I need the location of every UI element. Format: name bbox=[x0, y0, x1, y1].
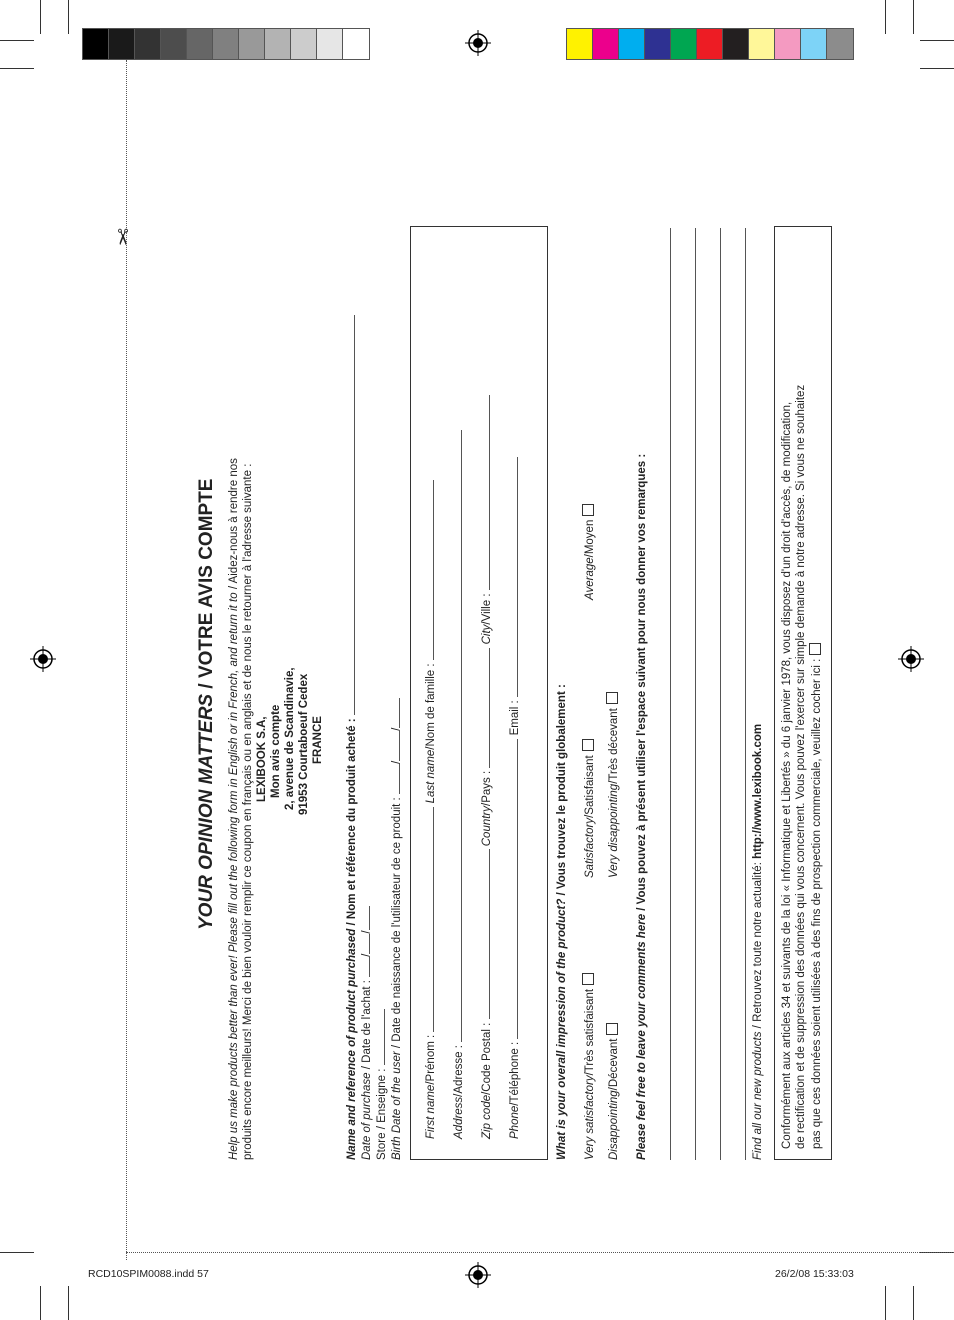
store-field[interactable]: Store / Enseigne : bbox=[374, 1009, 388, 1160]
crop-mark bbox=[920, 68, 954, 69]
crop-mark bbox=[885, 1286, 886, 1320]
form-title: YOUR OPINION MATTERS / VOTRE AVIS COMPTE bbox=[196, 478, 217, 930]
intro-text: Help us make products better than ever! Please fill out the following form in English or in French, and return it to / Aidez-nous à rendre nos bbox=[228, 458, 240, 1160]
website-line: Find all our new products / Retrouvez toute notre actualité: http://www.lexibook.com bbox=[752, 723, 764, 1160]
rating-average[interactable]: Average/Moyen bbox=[582, 504, 596, 600]
color-swatch bbox=[827, 29, 853, 59]
color-calibration-strip bbox=[566, 28, 854, 60]
crop-mark bbox=[68, 0, 69, 34]
comment-line[interactable] bbox=[670, 228, 671, 1160]
address-field[interactable]: Address/Adresse : bbox=[451, 430, 465, 1139]
product-name-field[interactable]: Name and reference of product purchased / Nom et référence du produit acheté : bbox=[344, 315, 358, 1160]
intro-text: produits encore meilleurs! Merci de bien vouloir remplir ce coupon en français ou en anglais et de nous le retourner à l'adresse suivante : bbox=[242, 463, 254, 1160]
crop-mark bbox=[0, 68, 34, 69]
birth-date-field[interactable]: Birth Date of the user / Date de naissance de l'utilisateur de ce produit : // bbox=[389, 698, 403, 1160]
registration-mark-icon bbox=[30, 646, 56, 672]
color-swatch bbox=[619, 29, 645, 59]
postal-address-line: FRANCE bbox=[312, 716, 324, 764]
phone-email-field[interactable]: Phone/Téléphone : Email : bbox=[507, 457, 521, 1139]
crop-mark bbox=[885, 0, 886, 34]
color-swatch bbox=[109, 29, 135, 59]
color-swatch bbox=[343, 29, 369, 59]
checkbox[interactable] bbox=[582, 973, 594, 985]
file-label: RCD10SPIM0088.indd 57 bbox=[88, 1268, 209, 1280]
comments-prompt: Please feel free to leave your comments here / Vous pouvez à présent utiliser l'espace suivant pour nous donner vos remarques : bbox=[636, 453, 648, 1160]
color-swatch bbox=[161, 29, 187, 59]
registration-mark-icon bbox=[465, 1262, 491, 1288]
grayscale-calibration-strip bbox=[82, 28, 370, 60]
color-swatch bbox=[775, 29, 801, 59]
color-swatch bbox=[697, 29, 723, 59]
crop-mark bbox=[40, 0, 41, 34]
legal-notice-box bbox=[774, 226, 832, 1160]
registration-mark-icon bbox=[898, 646, 924, 672]
feedback-form bbox=[190, 220, 835, 1160]
impression-question: What is your overall impression of the product? / Vous trouvez le produit globalement : bbox=[556, 684, 568, 1160]
color-swatch bbox=[645, 29, 671, 59]
crop-mark bbox=[913, 0, 914, 34]
rating-disappointing[interactable]: Disappointing/Décevant bbox=[606, 1023, 620, 1160]
crop-mark bbox=[40, 1286, 41, 1320]
comment-line[interactable] bbox=[720, 228, 721, 1160]
comment-line[interactable] bbox=[695, 228, 696, 1160]
crop-mark bbox=[913, 1286, 914, 1320]
legal-optout[interactable]: pas que ces données soient utilisées à des fins de prospection commerciale, veuillez cocher ici : bbox=[809, 643, 823, 1149]
zip-country-city-field[interactable]: Zip code/Code Postal : Country/Pays : City/Ville : bbox=[479, 395, 493, 1139]
crop-mark bbox=[0, 40, 34, 41]
postal-address-line: 2, avenue de Scandinavie, bbox=[284, 667, 296, 810]
color-swatch bbox=[723, 29, 749, 59]
color-swatch bbox=[265, 29, 291, 59]
color-swatch bbox=[671, 29, 697, 59]
color-swatch bbox=[749, 29, 775, 59]
postal-address-line: LEXIBOOK S.A, bbox=[256, 716, 268, 802]
color-swatch bbox=[593, 29, 619, 59]
legal-text: de rectification et de suppression des données qui vous concernent. Vous pouvez l'exercer sur simple demande à notre adresse. Si vous ne souhaitez bbox=[795, 384, 807, 1149]
cut-line bbox=[126, 1252, 954, 1253]
color-swatch bbox=[801, 29, 827, 59]
postal-address-line: 91953 Courtaboeuf Cedex bbox=[298, 673, 310, 815]
color-swatch bbox=[239, 29, 265, 59]
color-swatch bbox=[187, 29, 213, 59]
postal-address-line: Mon avis compte bbox=[270, 704, 282, 798]
registration-mark-icon bbox=[465, 30, 491, 56]
crop-mark bbox=[920, 40, 954, 41]
color-swatch bbox=[83, 29, 109, 59]
color-swatch bbox=[213, 29, 239, 59]
comment-line[interactable] bbox=[745, 228, 746, 1160]
crop-mark bbox=[0, 1252, 34, 1253]
rating-satisfactory[interactable]: Satisfactory/Satisfaisant bbox=[582, 739, 596, 878]
rating-very-disappointing[interactable]: Very disappointing/Très décevant bbox=[606, 692, 620, 878]
color-swatch bbox=[567, 29, 593, 59]
checkbox[interactable] bbox=[809, 643, 821, 655]
checkbox[interactable] bbox=[582, 504, 594, 516]
checkbox[interactable] bbox=[606, 1023, 618, 1035]
rating-very-satisfactory[interactable]: Very satisfactory/Très satisfaisant bbox=[582, 973, 596, 1160]
scissors-icon: ✂ bbox=[110, 227, 136, 247]
checkbox[interactable] bbox=[582, 739, 594, 751]
first-name-field[interactable]: First name/Prénom : Last name/Nom de famille : bbox=[423, 480, 437, 1139]
checkbox[interactable] bbox=[606, 692, 618, 704]
personal-info-box bbox=[410, 226, 548, 1160]
purchase-date-field[interactable]: Date of purchase / Date de l'achat : // bbox=[359, 906, 373, 1160]
color-swatch bbox=[291, 29, 317, 59]
crop-mark bbox=[68, 1286, 69, 1320]
color-swatch bbox=[317, 29, 343, 59]
legal-text: Conformément aux articles 34 et suivants de la loi « Informatique et Libertés » du 6 janvier 1978, vous disposez d'un droit d'accès, de modification, bbox=[781, 401, 793, 1149]
website-link[interactable]: http://www.lexibook.com bbox=[752, 723, 764, 859]
date-label: 26/2/08 15:33:03 bbox=[775, 1268, 854, 1280]
color-swatch bbox=[135, 29, 161, 59]
